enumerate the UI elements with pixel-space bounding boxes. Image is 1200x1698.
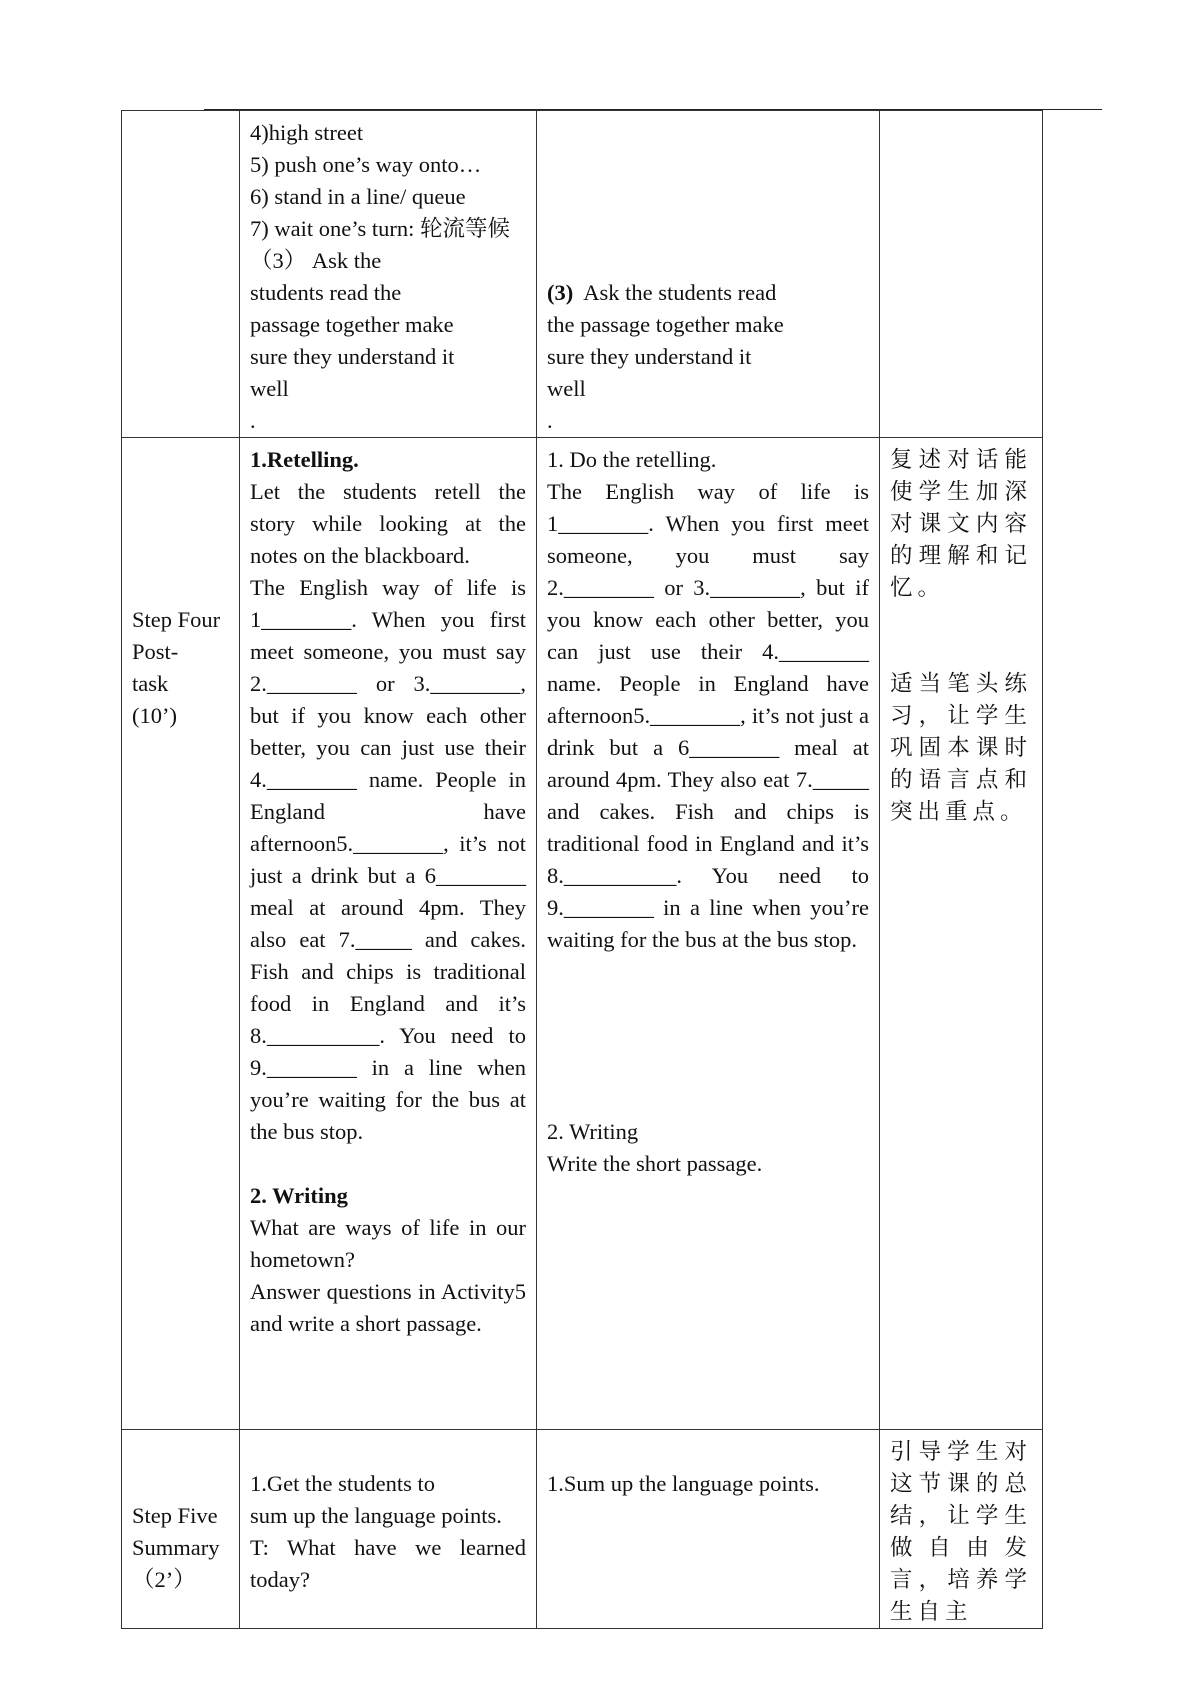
summary-line: 1.Get the students to <box>250 1471 435 1496</box>
step-subtitle: Post- <box>132 639 179 664</box>
step-name: Step Four <box>132 607 221 632</box>
vocab-line: 5) push one’s way onto… <box>250 152 482 177</box>
summary-line: sum up the language points. <box>250 1503 502 1528</box>
teacher-instruction: （3） Ask the students read the passage together make sure they understand it well <box>250 248 455 401</box>
student-activity-cell <box>537 1430 880 1629</box>
retelling-passage: The English way of life is 1________. When you first meet someone, you must say 2.________ or 3.________, but if you know each other better, you can just use their 4.________ name. People in England have afternoon5.________, it’s not just a drink but a 6________ meal at around 4pm. They also eat 7._____ and cakes. Fish and chips is traditional food in England and it’s 8.__________. You need to 9.________ in a line when you’re waiting for the bus at the bus stop. <box>250 575 526 1144</box>
section-title: 2. Writing <box>547 1119 639 1144</box>
trailing-dot: . <box>250 408 256 433</box>
section-title: 1. Do the retelling. <box>547 447 717 472</box>
lesson-plan-table <box>121 110 1043 1629</box>
step-time: (10’) <box>132 703 177 728</box>
purpose-note: 适当笔头练习，让学生巩固本课时的语言点和突出重点。 <box>890 671 1032 824</box>
step-subtitle: Summary <box>132 1535 220 1560</box>
section-title: 1.Retelling. <box>250 447 359 472</box>
summary-line: 1.Sum up the language points. <box>547 1471 820 1496</box>
step-time: （2’） <box>132 1567 196 1592</box>
purpose-cell <box>880 1430 1043 1629</box>
purpose-cell <box>880 438 1043 1430</box>
vocab-line: 7) wait one’s turn: 轮流等候 <box>250 216 510 241</box>
retelling-passage: The English way of life is 1________. When you first meet someone, you must say 2.________ or 3.________, but if you know each other better, you can just use their 4.________ name. People in England have afternoon5.________, it’s not just a drink but a 6________ meal at around 4pm. They also eat 7._____ and cakes. Fish and chips is traditional food in England and it’s 8.__________. You need to 9.________ in a line when you’re waiting for the bus at the bus stop. <box>547 479 869 952</box>
purpose-note: 复述对话能使学生加深对课文内容的理解和记忆。 <box>890 447 1032 600</box>
table-row <box>122 438 1043 1430</box>
table-row <box>122 1430 1043 1629</box>
section-title: 2. Writing <box>250 1183 348 1208</box>
writing-question: What are ways of life in our hometown? <box>250 1215 526 1272</box>
trailing-dot: . <box>547 408 553 433</box>
purpose-cell <box>880 111 1043 438</box>
step-subtitle: task <box>132 671 169 696</box>
vocab-line: 6) stand in a line/ queue <box>250 184 466 209</box>
step-name: Step Five <box>132 1503 218 1528</box>
step-cell <box>122 1430 240 1629</box>
teacher-activity-cell <box>240 111 537 438</box>
writing-task: Write the short passage. <box>547 1151 763 1176</box>
writing-task: Answer questions in Activity5 and write a short passage. <box>250 1279 526 1336</box>
student-activity-cell <box>537 438 880 1430</box>
step-cell <box>122 111 240 438</box>
teacher-activity-cell <box>240 438 537 1430</box>
item-number: (3) <box>547 280 574 305</box>
summary-line: T: What have we learned today? <box>250 1535 526 1592</box>
vocab-line: 4)high street <box>250 120 364 145</box>
retelling-intro: Let the students retell the story while looking at the notes on the blackboard. <box>250 479 526 568</box>
table-row <box>122 111 1043 438</box>
student-activity-cell <box>537 111 880 438</box>
step-cell <box>122 438 240 1430</box>
purpose-note: 引导学生对这节课的总结，让学生做自由发言，培养学生自主 <box>890 1439 1032 1624</box>
student-instruction: Ask the students read the passage together make sure they understand it well <box>547 280 784 401</box>
teacher-activity-cell <box>240 1430 537 1629</box>
